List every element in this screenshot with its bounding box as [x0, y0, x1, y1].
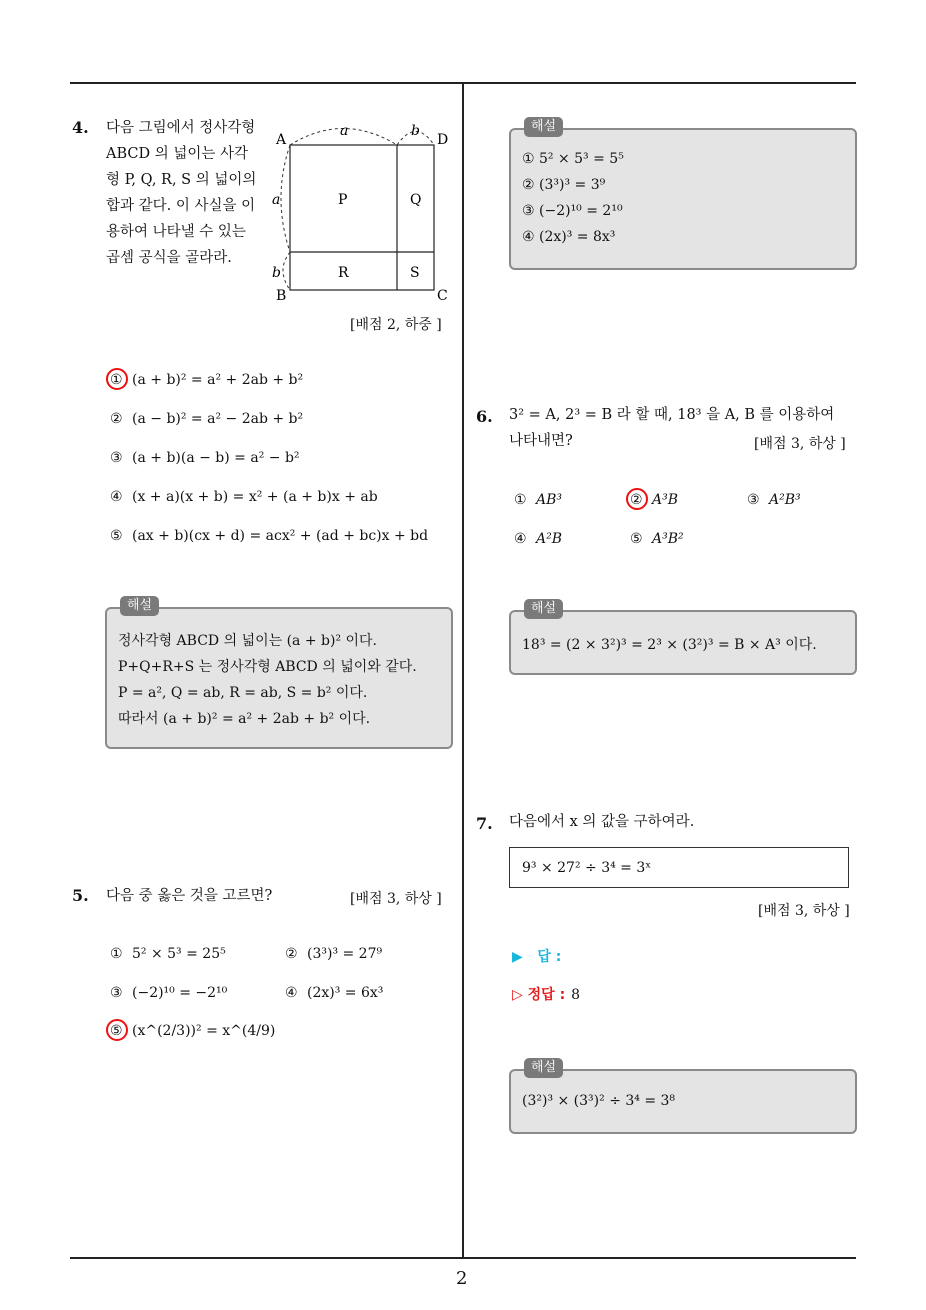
fig-D: D	[437, 132, 449, 148]
q4-option-1[interactable]: ① (a + b)² = a² + 2ab + b²	[110, 372, 304, 388]
fig-a-top: a	[340, 123, 349, 139]
column-divider	[462, 82, 464, 1258]
q7-equation: 9³ × 27² ÷ 3⁴ = 3ˣ	[522, 860, 652, 876]
q4-option-3[interactable]: ③ (a + b)(a − b) = a² − b²	[110, 450, 300, 466]
q5-option-5[interactable]: ⑤ (x^(2/3))² = x^(4/9)	[110, 1023, 276, 1039]
q5-explanation-line-3: ③ (−2)¹⁰ = 2¹⁰	[522, 203, 623, 219]
q5-explanation-box	[509, 128, 857, 270]
q4-explanation-line-1: 정사각형 ABCD 의 넓이는 (a + b)² 이다.	[118, 633, 378, 649]
q6-option-5[interactable]: ⑤ A³B²	[630, 531, 684, 547]
q7-answer-label: ▶ 답 :	[512, 949, 562, 965]
fig-P: P	[338, 192, 348, 208]
q5-option-1[interactable]: ① 5² × 5³ = 25⁵	[110, 946, 226, 962]
q5-option-2[interactable]: ② (3³)³ = 27⁹	[285, 946, 383, 962]
q4-option-4[interactable]: ④ (x + a)(x + b) = x² + (a + b)x + ab	[110, 489, 378, 505]
q7-explanation-line-1: (3²)³ × (3³)² ÷ 3⁴ = 3⁸	[522, 1093, 676, 1109]
q7-text: 다음에서 x 의 값을 구하여라.	[509, 814, 695, 830]
fig-S: S	[410, 265, 420, 281]
fig-B: B	[276, 288, 287, 304]
q7-correct-value: 8	[571, 987, 581, 1003]
q5-explanation-line-1: ① 5² × 5³ = 5⁵	[522, 151, 624, 167]
q5-text: 다음 중 옳은 것을 고르면?	[106, 888, 273, 904]
fig-b-top: b	[411, 123, 420, 139]
q6-option-2[interactable]: ② A³B	[630, 492, 679, 508]
q6-meta: [배점 3, 하상 ]	[754, 436, 846, 452]
q4-explanation-line-3: P = a², Q = ab, R = ab, S = b² 이다.	[118, 685, 368, 701]
fig-Q: Q	[410, 192, 422, 208]
q6-number: 6.	[476, 407, 493, 426]
fig-C: C	[437, 288, 448, 304]
q5-number: 5.	[72, 886, 89, 905]
q4-explanation-line-2: P+Q+R+S 는 정사각형 ABCD 의 넓이와 같다.	[118, 659, 417, 675]
q5-meta: [배점 3, 하상 ]	[350, 891, 442, 907]
q5-option-4[interactable]: ④ (2x)³ = 6x³	[285, 985, 384, 1001]
q5-option-3[interactable]: ③ (−2)¹⁰ = −2¹⁰	[110, 985, 228, 1001]
q6-text-line2: 나타내면?	[509, 433, 573, 449]
q7-explanation-tag: 해설	[524, 1058, 563, 1078]
q4-option-5[interactable]: ⑤ (ax + b)(cx + d) = acx² + (ad + bc)x + bd	[110, 528, 429, 544]
q5-explanation-line-4: ④ (2x)³ = 8x³	[522, 229, 616, 245]
q4-option-2[interactable]: ② (a − b)² = a² − 2ab + b²	[110, 411, 304, 427]
q5-explanation-line-2: ② (3³)³ = 3⁹	[522, 177, 606, 193]
page-number: 2	[456, 1268, 468, 1289]
q4-explanation-line-4: 따라서 (a + b)² = a² + 2ab + b² 이다.	[118, 711, 371, 727]
fig-a-left: a	[272, 192, 281, 208]
q6-explanation-tag: 해설	[524, 599, 563, 619]
q7-correct-label: ▷ 정답 :	[512, 987, 566, 1003]
q7-number: 7.	[476, 814, 493, 833]
q4-number: 4.	[72, 118, 89, 137]
q6-text-line1: 3² = A, 2³ = B 라 할 때, 18³ 을 A, B 를 이용하여	[509, 407, 835, 423]
fig-A: A	[276, 132, 287, 148]
q4-text: 다음 그림에서 정사각형 ABCD 의 넓이는 사각형 P, Q, R, S 의 넓이의 합과 같다. 이 사실을 이용하여 나타낼 수 있는 곱셈 공식을 골라라.	[106, 120, 257, 266]
fig-R: R	[338, 265, 349, 281]
q6-option-3[interactable]: ③ A²B³	[747, 492, 801, 508]
q7-correct-answer	[512, 984, 580, 1004]
bottom-rule	[70, 1257, 856, 1259]
q7-meta: [배점 3, 하상 ]	[758, 903, 850, 919]
fig-b-left: b	[272, 265, 281, 281]
q4-meta: [배점 2, 하중 ]	[350, 317, 442, 333]
q6-option-1[interactable]: ① AB³	[514, 492, 563, 508]
q6-option-4[interactable]: ④ A²B	[514, 531, 563, 547]
q5-explanation-tag: 해설	[524, 117, 563, 137]
q4-figure	[268, 120, 458, 310]
q4-explanation-tag: 해설	[120, 596, 159, 616]
q6-explanation-line-1: 18³ = (2 × 3²)³ = 2³ × (3²)³ = B × A³ 이다.	[522, 637, 817, 653]
